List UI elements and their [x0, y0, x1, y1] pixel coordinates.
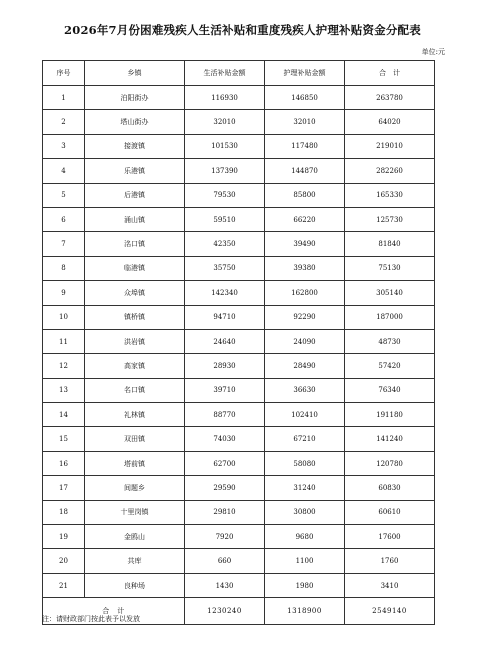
table-row — [43, 573, 435, 597]
living-subsidy: 74030 — [185, 427, 265, 451]
row-total: 165330 — [345, 183, 435, 207]
row-index: 5 — [43, 183, 85, 207]
row-total: 3410 — [345, 573, 435, 597]
table-row — [43, 525, 435, 549]
row-index: 9 — [43, 281, 85, 305]
township-name: 镇桥镇 — [85, 305, 185, 329]
township-name: 塔山街办 — [85, 110, 185, 134]
unit-label: 单位:元 — [421, 48, 445, 56]
living-subsidy: 116930 — [185, 86, 265, 110]
header-total: 合 计 — [345, 61, 435, 86]
table-row — [43, 183, 435, 207]
row-index: 6 — [43, 207, 85, 231]
row-index: 20 — [43, 549, 85, 573]
table-row — [43, 256, 435, 280]
row-index: 21 — [43, 573, 85, 597]
nursing-subsidy: 162800 — [265, 281, 345, 305]
table-row — [43, 232, 435, 256]
nursing-subsidy: 30800 — [265, 500, 345, 524]
row-index: 4 — [43, 159, 85, 183]
nursing-subsidy: 92290 — [265, 305, 345, 329]
living-subsidy: 39710 — [185, 378, 265, 402]
total-sum: 2549140 — [345, 598, 435, 625]
township-name: 后港镇 — [85, 183, 185, 207]
living-subsidy: 137390 — [185, 159, 265, 183]
township-name: 礼林镇 — [85, 403, 185, 427]
nursing-subsidy: 67210 — [265, 427, 345, 451]
nursing-subsidy: 32010 — [265, 110, 345, 134]
living-subsidy: 32010 — [185, 110, 265, 134]
nursing-subsidy: 36630 — [265, 378, 345, 402]
township-name: 塔前镇 — [85, 451, 185, 475]
row-index: 7 — [43, 232, 85, 256]
nursing-subsidy: 58080 — [265, 451, 345, 475]
row-index: 16 — [43, 451, 85, 475]
row-total: 125730 — [345, 207, 435, 231]
row-total: 48730 — [345, 329, 435, 353]
township-name: 共库 — [85, 549, 185, 573]
township-name: 十里岗镇 — [85, 500, 185, 524]
table-row — [43, 427, 435, 451]
living-subsidy: 660 — [185, 549, 265, 573]
table-row — [43, 305, 435, 329]
allocation-table — [42, 60, 435, 625]
page-title: 2026年7月份困难残疾人生活补贴和重度残疾人护理补贴资金分配表 — [64, 23, 421, 37]
table-header-row — [43, 61, 435, 86]
row-index: 2 — [43, 110, 85, 134]
row-total: 57420 — [345, 354, 435, 378]
living-subsidy: 24640 — [185, 329, 265, 353]
row-index: 12 — [43, 354, 85, 378]
nursing-subsidy: 117480 — [265, 134, 345, 158]
row-total: 187000 — [345, 305, 435, 329]
township-name: 洺口镇 — [85, 232, 185, 256]
table-row — [43, 354, 435, 378]
township-name: 接渡镇 — [85, 134, 185, 158]
living-subsidy: 35750 — [185, 256, 265, 280]
footnote: 注：请财政部门按此表予以发放 — [42, 615, 140, 623]
table-row — [43, 476, 435, 500]
township-name: 众埠镇 — [85, 281, 185, 305]
nursing-subsidy: 28490 — [265, 354, 345, 378]
row-total: 141240 — [345, 427, 435, 451]
table-row — [43, 207, 435, 231]
table-row — [43, 281, 435, 305]
nursing-subsidy: 102410 — [265, 403, 345, 427]
nursing-subsidy: 144870 — [265, 159, 345, 183]
row-total: 263780 — [345, 86, 435, 110]
nursing-subsidy: 39490 — [265, 232, 345, 256]
township-name: 金鸥山 — [85, 525, 185, 549]
table-row — [43, 500, 435, 524]
living-subsidy: 29590 — [185, 476, 265, 500]
row-index: 11 — [43, 329, 85, 353]
row-total: 1760 — [345, 549, 435, 573]
living-subsidy: 62700 — [185, 451, 265, 475]
nursing-subsidy: 66220 — [265, 207, 345, 231]
total-living: 1230240 — [185, 598, 265, 625]
living-subsidy: 29810 — [185, 500, 265, 524]
living-subsidy: 59510 — [185, 207, 265, 231]
living-subsidy: 7920 — [185, 525, 265, 549]
living-subsidy: 142340 — [185, 281, 265, 305]
row-total: 17600 — [345, 525, 435, 549]
row-index: 14 — [43, 403, 85, 427]
living-subsidy: 101530 — [185, 134, 265, 158]
table-row — [43, 451, 435, 475]
header-index: 序号 — [43, 61, 85, 86]
nursing-subsidy: 1100 — [265, 549, 345, 573]
row-index: 8 — [43, 256, 85, 280]
row-index: 1 — [43, 86, 85, 110]
row-total: 75130 — [345, 256, 435, 280]
township-name: 高家镇 — [85, 354, 185, 378]
row-index: 18 — [43, 500, 85, 524]
living-subsidy: 79530 — [185, 183, 265, 207]
header-nursing-subsidy: 护理补贴金额 — [265, 61, 345, 86]
nursing-subsidy: 146850 — [265, 86, 345, 110]
township-name: 洪岩镇 — [85, 329, 185, 353]
township-name: 临港镇 — [85, 256, 185, 280]
row-total: 191180 — [345, 403, 435, 427]
header-township: 乡镇 — [85, 61, 185, 86]
row-total: 81840 — [345, 232, 435, 256]
row-total: 219010 — [345, 134, 435, 158]
table-row — [43, 134, 435, 158]
row-index: 13 — [43, 378, 85, 402]
nursing-subsidy: 39380 — [265, 256, 345, 280]
table-row — [43, 110, 435, 134]
row-index: 19 — [43, 525, 85, 549]
township-name: 良种场 — [85, 573, 185, 597]
table-row — [43, 86, 435, 110]
header-living-subsidy: 生活补贴金额 — [185, 61, 265, 86]
nursing-subsidy: 9680 — [265, 525, 345, 549]
township-name: 涌山镇 — [85, 207, 185, 231]
table-row — [43, 549, 435, 573]
row-total: 76340 — [345, 378, 435, 402]
living-subsidy: 88770 — [185, 403, 265, 427]
nursing-subsidy: 31240 — [265, 476, 345, 500]
nursing-subsidy: 1980 — [265, 573, 345, 597]
table-row — [43, 329, 435, 353]
living-subsidy: 94710 — [185, 305, 265, 329]
table-row — [43, 378, 435, 402]
nursing-subsidy: 24090 — [265, 329, 345, 353]
row-total: 60610 — [345, 500, 435, 524]
total-nursing: 1318900 — [265, 598, 345, 625]
total-label: 合 计 — [43, 598, 185, 625]
row-total: 120780 — [345, 451, 435, 475]
township-name: 乐港镇 — [85, 159, 185, 183]
table-row — [43, 159, 435, 183]
row-index: 10 — [43, 305, 85, 329]
row-total: 60830 — [345, 476, 435, 500]
row-index: 17 — [43, 476, 85, 500]
table-row — [43, 403, 435, 427]
row-total: 305140 — [345, 281, 435, 305]
township-name: 双田镇 — [85, 427, 185, 451]
living-subsidy: 1430 — [185, 573, 265, 597]
row-total: 282260 — [345, 159, 435, 183]
living-subsidy: 42350 — [185, 232, 265, 256]
row-index: 15 — [43, 427, 85, 451]
row-total: 64020 — [345, 110, 435, 134]
row-index: 3 — [43, 134, 85, 158]
township-name: 名口镇 — [85, 378, 185, 402]
township-name: 间题乡 — [85, 476, 185, 500]
living-subsidy: 28930 — [185, 354, 265, 378]
township-name: 泊阳街办 — [85, 86, 185, 110]
nursing-subsidy: 85800 — [265, 183, 345, 207]
